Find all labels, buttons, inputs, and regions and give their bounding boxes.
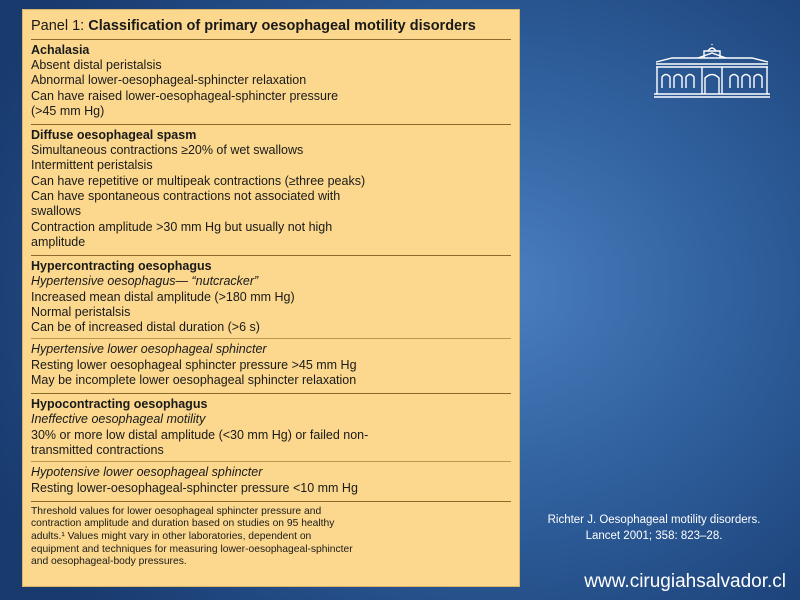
section-line: transmitted contractions: [31, 442, 164, 457]
panel-title-text: Classification of primary oesophageal motility disorders: [88, 18, 476, 34]
citation: [523, 512, 785, 544]
section-divider: [31, 255, 511, 256]
subsection-divider: [31, 338, 511, 339]
section-divider: [31, 124, 511, 125]
footnote-line: Threshold values for lower oesophageal sphincter pressure and: [31, 505, 322, 517]
section-hypercontracting: [31, 259, 511, 388]
title-divider: [31, 39, 511, 40]
section-line: Intermittent peristalsis: [31, 158, 153, 173]
section-line: Resting lower oesophageal sphincter pressure >45 mm Hg: [31, 357, 357, 372]
footnote-line: and oesophageal-body pressures.: [31, 556, 187, 568]
section-line: Can have spontaneous contractions not associated with: [31, 189, 341, 204]
section-line: Increased mean distal amplitude (>180 mm Hg): [31, 289, 295, 304]
subsection-heading: Ineffective oesophageal motility: [31, 412, 206, 427]
section-heading: Achalasia: [31, 43, 90, 57]
section-line: Can have repetitive or multipeak contractions (≥three peaks): [31, 173, 366, 188]
section-line: Resting lower-oesophageal-sphincter pressure <10 mm Hg: [31, 480, 358, 495]
section-line: Absent distal peristalsis: [31, 58, 162, 72]
section-line: Simultaneous contractions ≥20% of wet swallows: [31, 143, 304, 158]
section-line: Can have raised lower-oesophageal-sphincter pressure: [31, 88, 339, 103]
footnote-line: adults.¹ Values might vary in other laboratories, dependent on: [31, 531, 312, 543]
section-heading: Diffuse oesophageal spasm: [31, 128, 197, 143]
section-line: Normal peristalsis: [31, 304, 131, 319]
classification-panel: [22, 9, 520, 587]
section-line: Abnormal lower-oesophageal-sphincter relaxation: [31, 73, 307, 88]
section-line: 30% or more low distal amplitude (<30 mm Hg) or failed non-: [31, 427, 369, 442]
section-achalasia: [31, 43, 511, 119]
section-line: (>45 mm Hg): [31, 103, 105, 118]
section-hypocontracting: [31, 397, 511, 495]
section-line: amplitude: [31, 234, 86, 249]
citation-line: Lancet 2001; 358: 823–28.: [585, 530, 723, 542]
citation-line: Richter J. Oesophageal motility disorders.: [547, 514, 761, 526]
website-url: www.cirugiahsalvador.cl: [584, 571, 786, 592]
panel-title: [31, 18, 511, 34]
footnote-divider: [31, 501, 511, 502]
section-heading: Hypocontracting oesophagus: [31, 397, 208, 412]
subsection-heading: Hypertensive oesophagus— “nutcracker”: [31, 274, 259, 289]
panel-label: Panel 1:: [31, 18, 85, 34]
section-line: May be incomplete lower oesophageal sphincter relaxation: [31, 373, 357, 388]
section-divider: [31, 393, 511, 394]
subsection-divider: [31, 461, 511, 462]
subsection-heading: Hypotensive lower oesophageal sphincter: [31, 465, 263, 480]
subsection-heading: Hypertensive lower oesophageal sphincter: [31, 342, 267, 357]
section-heading: Hypercontracting oesophagus: [31, 259, 212, 274]
footnote-line: equipment and techniques for measuring lower-oesophageal-sphincter: [31, 543, 353, 555]
panel-footnote: [31, 506, 511, 569]
hospital-building-icon: [652, 44, 772, 98]
footnote-line: contraction amplitude and duration based on studies on 95 healthy: [31, 518, 335, 530]
section-line: Contraction amplitude >30 mm Hg but usually not high: [31, 219, 333, 234]
section-line: Can be of increased distal duration (>6 s): [31, 320, 260, 335]
section-line: swallows: [31, 204, 82, 219]
section-diffuse-spasm: [31, 128, 511, 250]
